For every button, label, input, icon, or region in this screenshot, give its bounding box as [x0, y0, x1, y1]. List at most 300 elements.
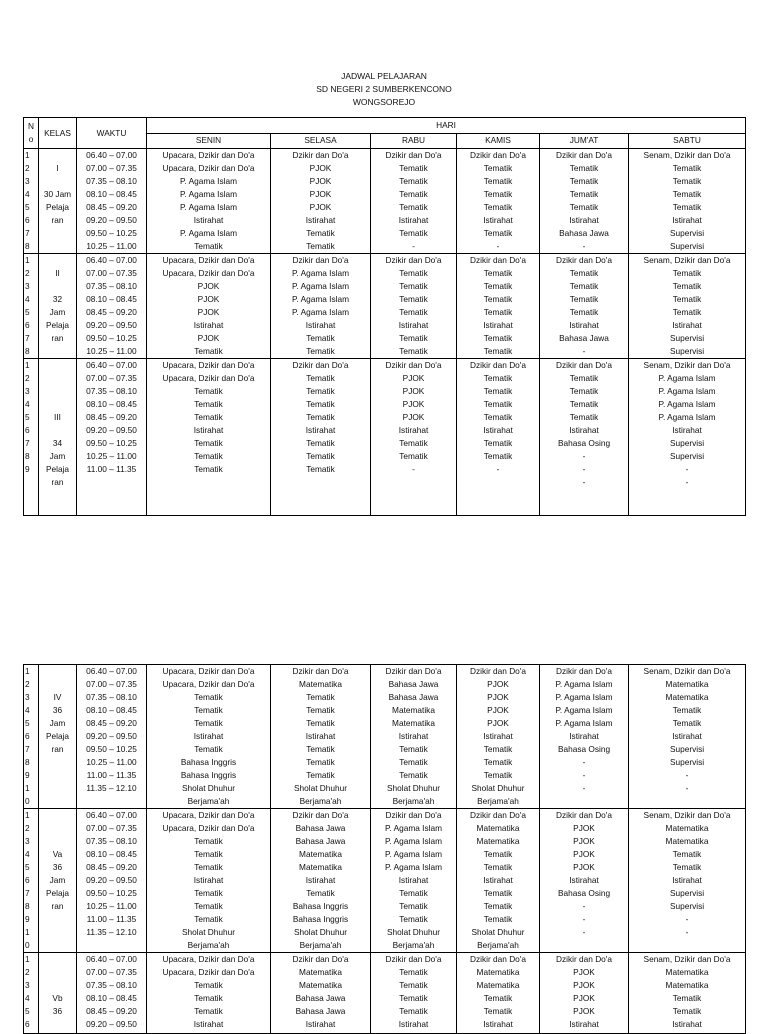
kelas-cell-line: [39, 809, 76, 822]
day-cell-kamis-line: PJOK: [487, 679, 509, 689]
day-cell-senin-line: Tematik: [194, 412, 223, 422]
waktu-cell-line: 09.50 – 10.25: [86, 438, 137, 448]
day-cell-senin-line: Tematik: [194, 399, 223, 409]
row-numbers-line: 3: [25, 386, 30, 396]
day-cell-selasa-line: P. Agama Islam: [291, 268, 350, 278]
day-cell-jumat-line: PJOK: [573, 836, 595, 846]
kelas-cell-line: 30 Jam: [43, 189, 72, 199]
day-cell-senin: [147, 953, 271, 1034]
day-cell-jumat-line: Istirahat: [569, 320, 599, 330]
day-cell-kamis-line: Tematik: [483, 307, 513, 317]
kelas-cell: [39, 665, 77, 809]
day-cell-sabtu-line: -: [685, 770, 689, 780]
day-cell-jumat-line: Bahasa Jawa: [559, 333, 609, 343]
kelas-cell-line: Pelaja: [45, 731, 70, 741]
day-cell-rabu-line: Istirahat: [398, 215, 429, 225]
day-cell-kamis-line: PJOK: [487, 718, 509, 728]
day-cell-jumat-line: Bahasa Osing: [557, 438, 611, 448]
waktu-cell-line: 11.35 – 12.10: [86, 783, 137, 793]
waktu-cell-line: 08.45 – 09.20: [86, 718, 137, 728]
day-cell-selasa-line: PJOK: [309, 176, 332, 186]
waktu-cell-line: 10.25 – 11.00: [86, 451, 137, 461]
day-cell-kamis-line: PJOK: [487, 705, 509, 715]
waktu-cell-line: 06.40 – 07.00: [86, 954, 137, 964]
day-cell-kamis-line: Istirahat: [483, 425, 513, 435]
day-cell-rabu-line: Tematik: [399, 770, 428, 780]
day-cell-sabtu-line: Senam, Dzikir dan Do'a: [643, 150, 731, 160]
day-cell-kamis-line: Matematika: [476, 980, 520, 990]
day-cell-kamis-line: Tematik: [483, 176, 513, 186]
kelas-cell-line: Pelaja: [45, 464, 70, 474]
day-cell-kamis-line: Tematik: [483, 399, 513, 409]
day-cell-kamis-line: Dzikir dan Do'a: [470, 666, 526, 676]
day-cell-senin-line: Istirahat: [193, 425, 224, 435]
row-numbers-line: 2: [25, 967, 30, 977]
day-cell-senin-line: Upacara, Dzikir dan Do'a: [162, 679, 255, 689]
doc-title: JADWAL PELAJARAN: [341, 71, 427, 81]
day-cell-rabu-line: Tematik: [399, 307, 428, 317]
col-header-kamis: KAMIS: [457, 133, 540, 149]
waktu-cell: [77, 254, 147, 359]
day-cell-rabu-line: Tematik: [399, 757, 428, 767]
kelas-cell: [39, 953, 77, 1034]
school-name: SD NEGERI 2 SUMBERKENCONO: [316, 84, 452, 94]
row-numbers-line: 6: [25, 425, 30, 435]
day-cell-sabtu-line: Tematik: [672, 1006, 702, 1016]
day-cell-sabtu-line: -: [685, 783, 689, 793]
waktu-cell-line: 07.00 – 07.35: [86, 163, 137, 173]
day-cell-sabtu-line: Tematik: [672, 718, 702, 728]
day-cell-selasa-line: Sholat Dhuhur: [293, 927, 348, 937]
day-cell-rabu-line: Berjama'ah: [392, 796, 435, 806]
day-cell-rabu-line: Tematik: [399, 1006, 428, 1016]
waktu-cell-line: 06.40 – 07.00: [86, 360, 137, 370]
day-cell-rabu-line: PJOK: [402, 412, 425, 422]
day-cell-selasa-line: Tematik: [306, 451, 335, 461]
day-cell-senin-line: Tematik: [194, 241, 223, 251]
kelas-cell-line: [39, 424, 76, 437]
day-cell-selasa-line: Sholat Dhuhur: [293, 783, 348, 793]
day-cell-rabu-line: Bahasa Jawa: [388, 679, 439, 689]
day-cell-senin-line: Upacara, Dzikir dan Do'a: [162, 967, 255, 977]
kelas-cell-line: ran: [51, 744, 64, 754]
row-numbers-line: 5: [25, 862, 30, 872]
row-numbers-line: 1: [25, 954, 30, 964]
day-cell-rabu-line: P. Agama Islam: [384, 823, 443, 833]
kelas-cell-line: [39, 665, 76, 678]
day-cell-senin-line: Berjama'ah: [187, 940, 230, 950]
day-cell-senin-line: PJOK: [197, 294, 220, 304]
day-cell-selasa-line: Tematik: [306, 692, 335, 702]
kelas-cell-line: [39, 280, 76, 293]
day-cell-rabu-line: Tematik: [399, 294, 428, 304]
day-cell-rabu-line: Tematik: [399, 744, 428, 754]
day-cell-rabu-line: PJOK: [402, 373, 425, 383]
day-cell-rabu-line: Tematik: [399, 346, 428, 356]
day-cell-senin-line: Bahasa Inggris: [180, 770, 237, 780]
day-cell-kamis-line: Istirahat: [483, 320, 513, 330]
day-cell-rabu-line: Istirahat: [398, 875, 429, 885]
day-cell-selasa-line: Tematik: [306, 438, 335, 448]
day-cell-sabtu-line: Tematik: [672, 189, 702, 199]
kelas-cell-line: ran: [51, 477, 64, 487]
day-cell-sabtu-line: -: [685, 914, 689, 924]
day-cell-selasa-line: Dzikir dan Do'a: [292, 954, 349, 964]
day-cell-selasa-line: Tematik: [306, 705, 335, 715]
kelas-cell-line: [39, 822, 76, 835]
day-cell-sabtu-line: P. Agama Islam: [658, 373, 716, 383]
waktu-cell: [77, 953, 147, 1034]
day-cell-kamis-line: Sholat Dhuhur: [471, 783, 525, 793]
day-cell-sabtu-line: Senam, Dzikir dan Do'a: [643, 666, 731, 676]
day-cell-sabtu-line: -: [685, 464, 689, 474]
day-cell-selasa-line: P. Agama Islam: [291, 281, 350, 291]
day-cell-jumat-line: Tematik: [569, 268, 599, 278]
kelas-cell-line: 36: [52, 705, 63, 715]
day-cell-jumat: [540, 359, 629, 516]
day-cell-jumat-line: -: [582, 770, 586, 780]
day-cell-rabu: [371, 665, 457, 809]
kelas-cell-line: [39, 966, 76, 979]
day-cell-selasa-line: Bahasa Jawa: [295, 823, 346, 833]
day-cell-kamis: [457, 809, 540, 953]
waktu-cell-line: 08.45 – 09.20: [86, 862, 137, 872]
day-cell-rabu-line: Dzikir dan Do'a: [385, 666, 442, 676]
day-cell-jumat-line: -: [582, 757, 586, 767]
day-cell-senin-line: Sholat Dhuhur: [181, 783, 236, 793]
waktu-cell: [77, 149, 147, 254]
day-cell-senin-line: Tematik: [194, 836, 223, 846]
waktu-cell-line: 07.00 – 07.35: [86, 967, 137, 977]
day-cell-kamis: [457, 149, 540, 254]
day-cell-jumat-line: Istirahat: [569, 875, 599, 885]
day-cell-jumat-line: PJOK: [573, 862, 595, 872]
day-cell-kamis-line: Tematik: [483, 163, 513, 173]
day-cell-kamis: [457, 665, 540, 809]
day-cell-selasa: [271, 359, 371, 516]
day-cell-rabu-line: Tematik: [399, 202, 428, 212]
day-cell-sabtu-line: Istirahat: [672, 320, 702, 330]
day-cell-senin-line: Istirahat: [193, 215, 224, 225]
day-cell-selasa: [271, 953, 371, 1034]
day-cell-sabtu-line: Supervisi: [669, 346, 705, 356]
kelas-cell-line: Jam: [49, 451, 66, 461]
row-numbers-line: 6: [25, 1019, 30, 1029]
row-numbers: [24, 953, 39, 1034]
row-numbers-line: 1: [25, 810, 30, 820]
kelas-cell-line: IV: [53, 692, 62, 702]
day-cell-senin-line: Upacara, Dzikir dan Do'a: [162, 810, 255, 820]
day-cell-jumat-line: Tematik: [569, 386, 599, 396]
day-cell-selasa-line: Matematika: [299, 679, 342, 689]
kelas-cell-line: [39, 372, 76, 385]
day-cell-jumat-line: PJOK: [573, 849, 595, 859]
day-cell-sabtu-line: Matematika: [665, 692, 709, 702]
day-cell-jumat-line: -: [582, 783, 586, 793]
day-cell-senin-line: PJOK: [197, 333, 220, 343]
day-cell-sabtu-line: Istirahat: [672, 425, 702, 435]
day-cell-senin-line: P. Agama Islam: [179, 202, 238, 212]
day-cell-rabu-line: Matematika: [392, 705, 435, 715]
day-cell-sabtu: [629, 149, 746, 254]
kelas-cell-line: [39, 835, 76, 848]
day-cell-jumat-line: Bahasa Osing: [557, 888, 611, 898]
row-numbers-line: 4: [25, 189, 30, 199]
waktu-cell-line: 07.35 – 08.10: [86, 176, 137, 186]
kelas-cell-line: [39, 398, 76, 411]
day-cell-selasa-line: Tematik: [306, 718, 335, 728]
day-cell-jumat-line: PJOK: [573, 980, 595, 990]
waktu-cell-line: 08.45 – 09.20: [86, 202, 137, 212]
row-numbers-line: 9: [25, 914, 30, 924]
kelas-cell-line: Jam: [49, 718, 66, 728]
day-cell-rabu-line: Dzikir dan Do'a: [385, 150, 442, 160]
day-cell-senin-line: Upacara, Dzikir dan Do'a: [162, 373, 255, 383]
day-cell-selasa-line: Bahasa Jawa: [295, 993, 346, 1003]
kelas-cell-line: ran: [51, 333, 64, 343]
day-cell-selasa-line: P. Agama Islam: [291, 307, 350, 317]
day-cell-sabtu-line: P. Agama Islam: [658, 412, 716, 422]
waktu-cell-line: 09.20 – 09.50: [86, 215, 137, 225]
day-cell-jumat-line: P. Agama Islam: [555, 692, 613, 702]
day-cell-senin-line: P. Agama Islam: [179, 189, 238, 199]
row-numbers-line: 5: [25, 1006, 30, 1016]
day-cell-rabu-line: Istirahat: [398, 320, 429, 330]
day-cell-jumat-line: -: [582, 927, 586, 937]
day-cell-sabtu-line: Tematik: [672, 862, 702, 872]
day-cell-jumat-line: Dzikir dan Do'a: [556, 150, 612, 160]
waktu-cell-line: 08.10 – 08.45: [86, 849, 137, 859]
row-numbers-line: 9: [25, 464, 30, 474]
day-cell-senin-line: Berjama'ah: [187, 796, 230, 806]
day-cell-rabu-line: P. Agama Islam: [384, 836, 443, 846]
day-cell-kamis-line: Tematik: [483, 1006, 513, 1016]
day-cell-sabtu-line: Istirahat: [672, 1019, 702, 1029]
day-cell-jumat-line: Istirahat: [569, 425, 599, 435]
day-cell-jumat-line: P. Agama Islam: [555, 705, 613, 715]
class-block: [24, 149, 746, 254]
waktu-cell-line: 06.40 – 07.00: [86, 255, 137, 265]
day-cell-jumat-line: PJOK: [573, 823, 595, 833]
day-cell-jumat-line: P. Agama Islam: [555, 679, 613, 689]
day-cell-senin-line: Istirahat: [193, 875, 224, 885]
day-cell-senin-line: Tematik: [194, 705, 223, 715]
waktu-cell-line: 10.25 – 11.00: [86, 346, 137, 356]
day-cell-rabu-line: Istirahat: [398, 1019, 429, 1029]
row-numbers-line: 2: [25, 268, 30, 278]
row-numbers-line: 5: [25, 718, 30, 728]
day-cell-sabtu-line: Tematik: [672, 294, 702, 304]
row-numbers-line: 2: [25, 679, 30, 689]
day-cell-rabu-line: Tematik: [399, 228, 428, 238]
day-cell-kamis-line: Dzikir dan Do'a: [470, 810, 526, 820]
day-cell-jumat-line: P. Agama Islam: [555, 718, 613, 728]
row-numbers-line: 7: [25, 888, 30, 898]
day-cell-selasa-line: Berjama'ah: [299, 796, 342, 806]
day-cell-rabu-line: Tematik: [399, 993, 428, 1003]
waktu-cell-line: 09.50 – 10.25: [86, 333, 137, 343]
waktu-cell-line: 08.45 – 09.20: [86, 1006, 137, 1016]
day-cell-senin-line: Tematik: [194, 744, 223, 754]
day-cell-selasa-line: Tematik: [306, 744, 335, 754]
day-cell-senin-line: Tematik: [194, 451, 223, 461]
day-cell-senin-line: Tematik: [194, 888, 223, 898]
row-numbers-line: 3: [25, 836, 30, 846]
day-cell-kamis-line: Tematik: [483, 412, 513, 422]
day-cell-kamis-line: Dzikir dan Do'a: [470, 150, 526, 160]
row-numbers-line: 6: [25, 215, 30, 225]
day-cell-rabu: [371, 359, 457, 516]
day-cell-senin-line: P. Agama Islam: [179, 176, 238, 186]
day-cell-jumat-line: Istirahat: [569, 1019, 599, 1029]
class-block: [24, 953, 746, 1034]
day-cell-rabu: [371, 254, 457, 359]
day-cell-senin-line: Upacara, Dzikir dan Do'a: [162, 666, 255, 676]
location-name: WONGSOREJO: [352, 97, 416, 107]
day-cell-kamis-line: Istirahat: [483, 1019, 513, 1029]
day-cell-kamis-line: Tematik: [483, 993, 513, 1003]
day-cell-senin-line: Tematik: [194, 464, 223, 474]
class-block: [24, 809, 746, 953]
waktu-cell-line: 07.35 – 08.10: [86, 692, 137, 702]
waktu-cell-line: 06.40 – 07.00: [86, 666, 137, 676]
day-cell-kamis-line: Dzikir dan Do'a: [470, 954, 526, 964]
row-numbers-line: 4: [25, 294, 30, 304]
waktu-cell-line: 06.40 – 07.00: [86, 810, 137, 820]
day-cell-kamis-line: Berjama'ah: [477, 796, 519, 806]
day-cell-jumat-line: -: [582, 241, 586, 251]
day-cell-sabtu-line: Supervisi: [669, 241, 705, 251]
day-cell-kamis: [457, 254, 540, 359]
day-cell-rabu-line: Tematik: [399, 914, 428, 924]
day-cell-kamis-line: Matematika: [476, 967, 520, 977]
day-cell-senin-line: Tematik: [194, 346, 223, 356]
day-cell-selasa-line: Tematik: [306, 346, 335, 356]
day-cell-jumat: [540, 953, 629, 1034]
day-cell-senin-line: Tematik: [194, 862, 223, 872]
day-cell-kamis-line: Matematika: [476, 823, 520, 833]
waktu-cell-line: 08.10 – 08.45: [86, 705, 137, 715]
kelas-cell-line: [39, 385, 76, 398]
day-cell-sabtu-line: Matematika: [665, 679, 709, 689]
day-cell-kamis-line: Matematika: [476, 836, 520, 846]
day-cell-jumat-line: Tematik: [569, 399, 599, 409]
day-cell-jumat-line: Tematik: [569, 294, 599, 304]
row-numbers-line: 2: [25, 373, 30, 383]
day-cell-kamis-line: Tematik: [483, 451, 513, 461]
waktu-cell-line: 10.25 – 11.00: [86, 901, 137, 911]
day-cell-rabu-line: Matematika: [392, 718, 435, 728]
day-cell-rabu-line: PJOK: [402, 386, 425, 396]
day-cell-kamis-line: Tematik: [483, 333, 513, 343]
day-cell-rabu-line: P. Agama Islam: [384, 849, 443, 859]
day-cell-kamis-line: -: [496, 241, 500, 251]
waktu-cell-line: 07.35 – 08.10: [86, 281, 137, 291]
day-cell-kamis-line: Tematik: [483, 268, 513, 278]
day-cell-kamis-line: -: [496, 464, 500, 474]
day-cell-sabtu-line: Tematik: [672, 849, 702, 859]
day-cell-kamis-line: Istirahat: [483, 731, 513, 741]
day-cell-kamis-line: Tematik: [483, 294, 513, 304]
waktu-cell-line: 07.35 – 08.10: [86, 386, 137, 396]
day-cell-jumat: [540, 665, 629, 809]
day-cell-rabu-line: -: [412, 241, 415, 251]
day-cell-sabtu-line: Supervisi: [669, 451, 705, 461]
day-cell-selasa-line: Tematik: [306, 333, 335, 343]
day-cell-sabtu-line: Tematik: [672, 268, 702, 278]
day-cell-jumat: [540, 254, 629, 359]
day-cell-kamis-line: Tematik: [483, 757, 513, 767]
day-cell-sabtu: [629, 665, 746, 809]
day-cell-rabu-line: Tematik: [399, 438, 428, 448]
waktu-cell-line: 09.20 – 09.50: [86, 320, 137, 330]
kelas-cell-line: [39, 149, 76, 162]
day-cell-sabtu-line: Istirahat: [672, 875, 702, 885]
schedule-table-2: [23, 664, 746, 1034]
day-cell-kamis: [457, 359, 540, 516]
day-cell-senin-line: Tematik: [194, 438, 223, 448]
day-cell-kamis-line: Tematik: [483, 228, 513, 238]
row-numbers: [24, 809, 39, 953]
day-cell-jumat-line: Bahasa Jawa: [559, 228, 609, 238]
row-numbers-line: 6: [25, 875, 30, 885]
day-cell-selasa-line: Berjama'ah: [299, 940, 342, 950]
kelas-cell-line: Jam: [49, 307, 66, 317]
day-cell-jumat-line: PJOK: [573, 993, 595, 1003]
day-cell-rabu-line: Istirahat: [398, 731, 429, 741]
day-cell-kamis-line: Istirahat: [483, 215, 513, 225]
kelas-cell-line: Pelaja: [45, 320, 70, 330]
day-cell-kamis-line: PJOK: [487, 692, 509, 702]
col-header-no: N o: [24, 118, 39, 149]
day-cell-senin-line: Upacara, Dzikir dan Do'a: [162, 360, 255, 370]
waktu-cell-line: 09.50 – 10.25: [86, 744, 137, 754]
row-numbers-line: 3: [25, 980, 30, 990]
waktu-cell-line: 11.00 – 11.35: [86, 464, 137, 474]
day-cell-senin-line: Bahasa Inggris: [180, 757, 237, 767]
row-numbers-line: 5: [25, 202, 30, 212]
kelas-cell-line: Pelaja: [45, 202, 70, 212]
row-numbers: [24, 665, 39, 809]
day-cell-senin-line: Istirahat: [193, 320, 224, 330]
day-cell-senin-line: Tematik: [194, 386, 223, 396]
day-cell-sabtu-line: Supervisi: [669, 901, 705, 911]
day-cell-sabtu-line: Supervisi: [669, 757, 705, 767]
day-cell-rabu-line: Dzikir dan Do'a: [385, 255, 442, 265]
day-cell-selasa-line: Tematik: [306, 412, 335, 422]
row-numbers-line: 8: [25, 901, 30, 911]
day-cell-rabu-line: P. Agama Islam: [384, 862, 443, 872]
day-cell-senin-line: Istirahat: [193, 731, 224, 741]
day-cell-jumat-line: Tematik: [569, 189, 599, 199]
day-cell-senin-line: Sholat Dhuhur: [181, 927, 236, 937]
day-cell-rabu-line: Tematik: [399, 451, 428, 461]
day-cell-kamis-line: Dzikir dan Do'a: [470, 255, 526, 265]
row-numbers: [24, 149, 39, 254]
day-cell-sabtu-line: Senam, Dzikir dan Do'a: [643, 255, 731, 265]
day-cell-sabtu-line: Tematik: [672, 307, 702, 317]
day-cell-selasa: [271, 809, 371, 953]
waktu-cell-line: 11.00 – 11.35: [86, 914, 137, 924]
waktu-cell-line: 07.35 – 08.10: [86, 836, 137, 846]
day-cell-rabu-line: Tematik: [399, 901, 428, 911]
day-cell-rabu-line: Sholat Dhuhur: [386, 783, 441, 793]
day-cell-sabtu-line: Istirahat: [672, 731, 702, 741]
day-cell-senin-line: Tematik: [194, 901, 223, 911]
row-numbers-line: 4: [25, 993, 30, 1003]
class-block: [24, 359, 746, 516]
waktu-cell-line: 09.50 – 10.25: [86, 888, 137, 898]
